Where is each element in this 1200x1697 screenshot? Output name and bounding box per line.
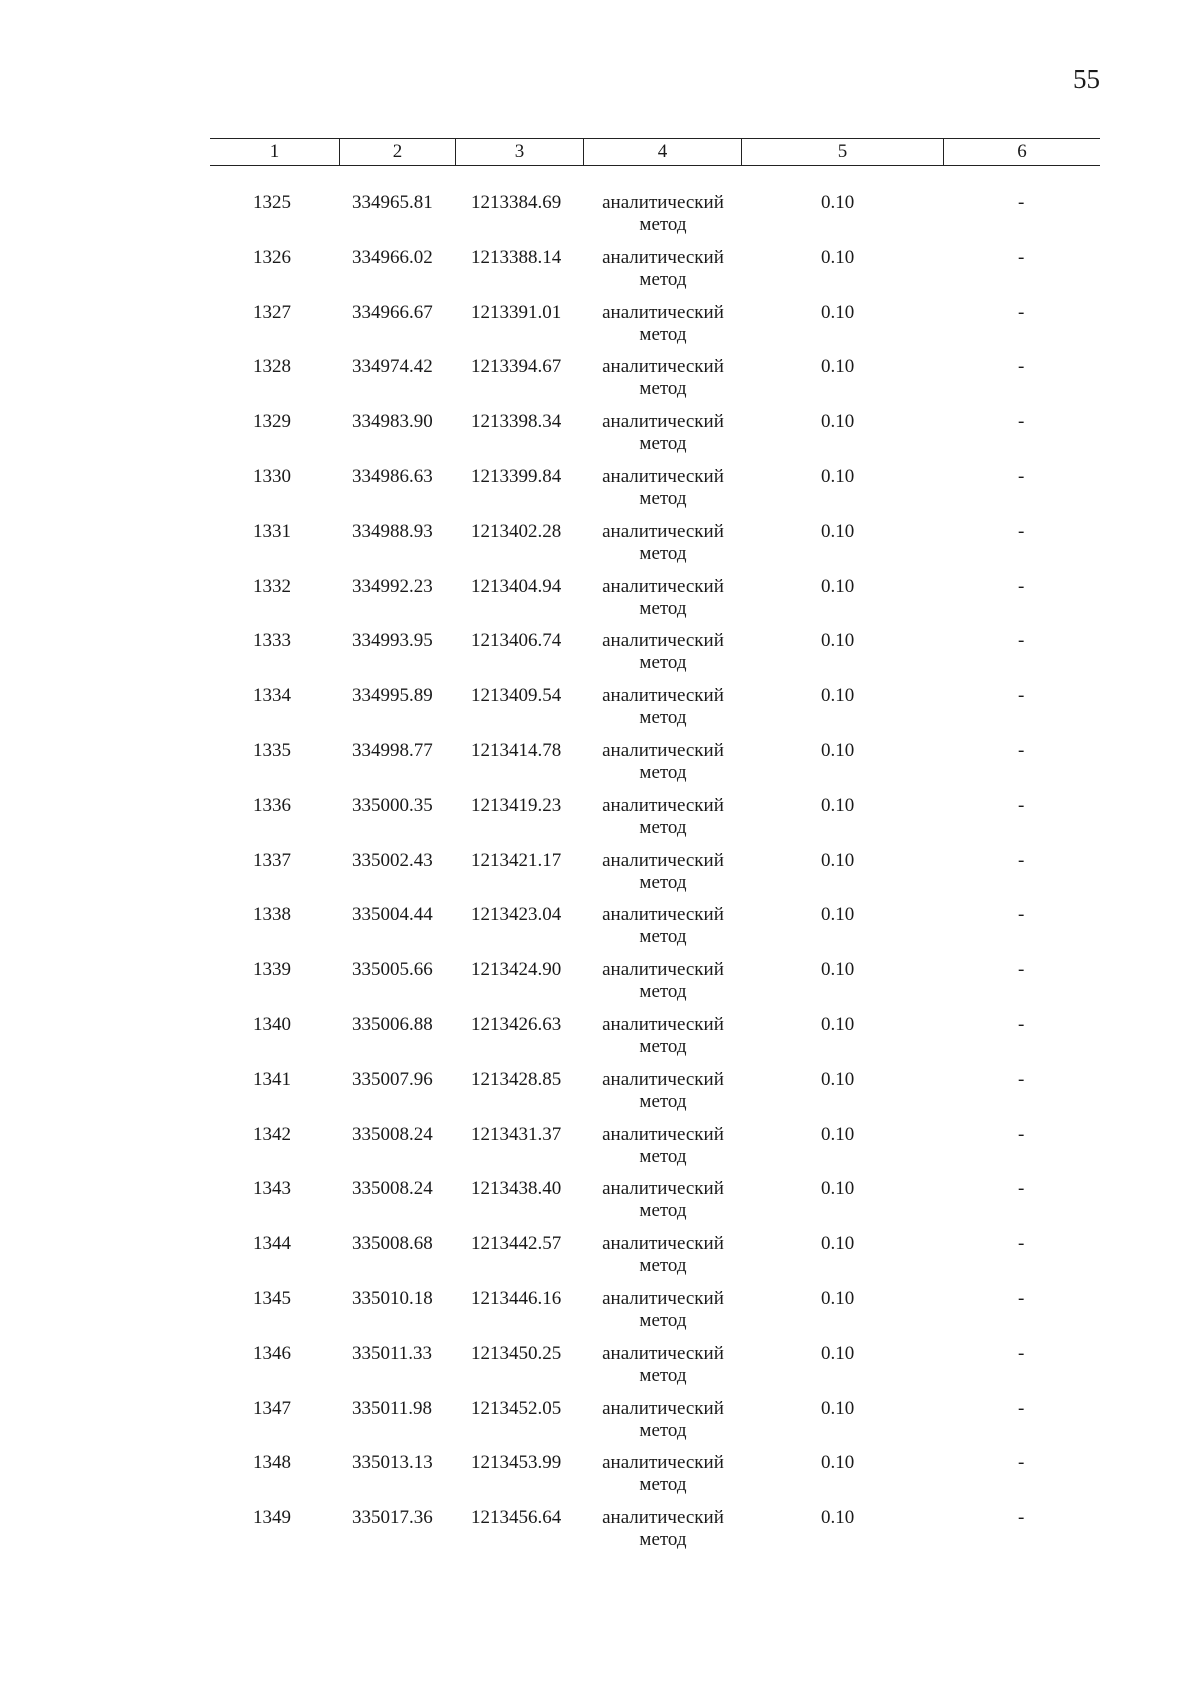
point-number-cell: 1335: [253, 739, 291, 761]
accuracy-cell: 0.10: [821, 1068, 855, 1090]
note-cell: -: [1018, 849, 1025, 871]
accuracy-cell: 0.10: [821, 301, 855, 323]
point-number-cell: 1325: [253, 192, 291, 213]
y-coordinate-cell: 1213452.05: [471, 1397, 562, 1419]
method-line-2: метод: [639, 1090, 687, 1112]
y-coordinate-cell: 1213394.67: [471, 356, 562, 378]
note-cell: -: [1018, 301, 1025, 323]
y-coordinate-cell: 1213450.25: [471, 1342, 562, 1364]
y-coordinate-cell: 1213414.78: [471, 739, 562, 761]
table-row: [210, 1014, 1100, 1069]
method-line-1: аналитический: [602, 1233, 724, 1255]
point-number-cell: 1330: [253, 465, 291, 487]
table-row: [210, 1452, 1100, 1507]
table-row: [210, 904, 1100, 959]
x-coordinate-cell: 335000.35: [352, 794, 433, 816]
table-row: [210, 685, 1100, 740]
note-cell: -: [1018, 904, 1025, 926]
method-line-2: метод: [639, 652, 687, 674]
method-line-1: аналитический: [602, 356, 724, 378]
method-line-1: аналитический: [602, 739, 724, 761]
method-line-2: метод: [639, 1200, 687, 1222]
note-cell: -: [1018, 739, 1025, 761]
method-line-1: аналитический: [602, 1452, 724, 1474]
y-coordinate-cell: 1213399.84: [471, 465, 562, 487]
method-line-2: метод: [639, 323, 687, 345]
note-cell: -: [1018, 1068, 1025, 1090]
method-cell: [584, 959, 742, 1003]
method-line-1: аналитический: [602, 1178, 724, 1200]
method-cell: [584, 1398, 742, 1442]
method-cell: [584, 1507, 742, 1551]
method-line-2: метод: [639, 487, 687, 509]
method-line-1: аналитический: [602, 685, 724, 707]
method-line-2: метод: [639, 707, 687, 729]
accuracy-cell: 0.10: [821, 520, 855, 542]
x-coordinate-cell: 335011.33: [352, 1342, 433, 1364]
x-coordinate-cell: 335006.88: [352, 1013, 433, 1035]
x-coordinate-cell: 335008.24: [352, 1123, 433, 1145]
note-cell: -: [1018, 411, 1025, 433]
page-number: 55: [1073, 64, 1100, 94]
y-coordinate-cell: 1213428.85: [471, 1068, 562, 1090]
point-number-cell: 1332: [253, 575, 291, 597]
method-cell: [584, 850, 742, 894]
method-line-2: метод: [639, 1419, 687, 1441]
method-line-2: метод: [639, 214, 687, 235]
method-line-2: метод: [639, 433, 687, 455]
x-coordinate-cell: 335008.68: [352, 1233, 433, 1255]
column-header-3: 3: [456, 139, 584, 165]
table-row: [210, 411, 1100, 466]
method-cell: [584, 685, 742, 729]
accuracy-cell: 0.10: [821, 246, 855, 268]
method-line-1: аналитический: [602, 1123, 724, 1145]
table-row: [210, 1069, 1100, 1124]
method-line-2: метод: [639, 981, 687, 1003]
method-line-2: метод: [639, 871, 687, 893]
table-row: [210, 1288, 1100, 1343]
method-cell: [584, 356, 742, 400]
point-number-cell: 1347: [253, 1397, 291, 1419]
method-line-2: метод: [639, 378, 687, 400]
method-cell: [584, 411, 742, 455]
table-row: [210, 247, 1100, 302]
note-cell: -: [1018, 192, 1025, 213]
method-line-2: метод: [639, 1529, 687, 1551]
method-line-2: метод: [639, 1145, 687, 1167]
x-coordinate-cell: 335005.66: [352, 959, 433, 981]
note-cell: -: [1018, 630, 1025, 652]
method-line-2: метод: [639, 1309, 687, 1331]
table-row: [210, 1124, 1100, 1179]
table-row: [210, 466, 1100, 521]
column-header-5: 5: [742, 139, 944, 165]
column-header-2: 2: [340, 139, 456, 165]
method-cell: [584, 302, 742, 346]
method-cell: [584, 1288, 742, 1332]
note-cell: -: [1018, 1287, 1025, 1309]
y-coordinate-cell: 1213398.34: [471, 411, 562, 433]
point-number-cell: 1343: [253, 1178, 291, 1200]
note-cell: -: [1018, 575, 1025, 597]
table-row: [210, 576, 1100, 631]
point-number-cell: 1326: [253, 246, 291, 268]
y-coordinate-cell: 1213446.16: [471, 1287, 562, 1309]
note-cell: -: [1018, 356, 1025, 378]
y-coordinate-cell: 1213388.14: [471, 246, 562, 268]
point-number-cell: 1339: [253, 959, 291, 981]
method-cell: [584, 1014, 742, 1058]
point-number-cell: 1331: [253, 520, 291, 542]
method-line-2: метод: [639, 1364, 687, 1386]
method-line-1: аналитический: [602, 904, 724, 926]
point-number-cell: 1342: [253, 1123, 291, 1145]
accuracy-cell: 0.10: [821, 739, 855, 761]
method-line-1: аналитический: [602, 959, 724, 981]
method-cell: [584, 1452, 742, 1496]
point-number-cell: 1341: [253, 1068, 291, 1090]
table-row: [210, 1178, 1100, 1233]
method-cell: [584, 904, 742, 948]
y-coordinate-cell: 1213406.74: [471, 630, 562, 652]
x-coordinate-cell: 334998.77: [352, 739, 433, 761]
method-line-1: аналитический: [602, 192, 724, 213]
method-cell: [584, 1233, 742, 1277]
x-coordinate-cell: 334988.93: [352, 520, 433, 542]
x-coordinate-cell: 334983.90: [352, 411, 433, 433]
accuracy-cell: 0.10: [821, 630, 855, 652]
y-coordinate-cell: 1213431.37: [471, 1123, 562, 1145]
method-line-1: аналитический: [602, 1287, 724, 1309]
point-number-cell: 1334: [253, 685, 291, 707]
x-coordinate-cell: 335004.44: [352, 904, 433, 926]
y-coordinate-cell: 1213409.54: [471, 685, 562, 707]
accuracy-cell: 0.10: [821, 685, 855, 707]
table-row: [210, 302, 1100, 357]
point-number-cell: 1336: [253, 794, 291, 816]
note-cell: -: [1018, 520, 1025, 542]
point-number-cell: 1327: [253, 301, 291, 323]
method-cell: [584, 795, 742, 839]
note-cell: -: [1018, 1452, 1025, 1474]
method-line-1: аналитический: [602, 794, 724, 816]
method-cell: [584, 1178, 742, 1222]
method-line-1: аналитический: [602, 465, 724, 487]
note-cell: -: [1018, 465, 1025, 487]
method-line-2: метод: [639, 268, 687, 290]
column-header-4: 4: [584, 139, 742, 165]
table-row: [210, 795, 1100, 850]
accuracy-cell: 0.10: [821, 192, 855, 213]
y-coordinate-cell: 1213421.17: [471, 849, 562, 871]
method-line-2: метод: [639, 597, 687, 619]
column-header-1: 1: [210, 139, 340, 165]
accuracy-cell: 0.10: [821, 1123, 855, 1145]
note-cell: -: [1018, 1342, 1025, 1364]
y-coordinate-cell: 1213384.69: [471, 192, 562, 213]
table-row: [210, 192, 1100, 247]
accuracy-cell: 0.10: [821, 356, 855, 378]
table-row: [210, 1398, 1100, 1453]
x-coordinate-cell: 335011.98: [352, 1397, 433, 1419]
method-cell: [584, 630, 742, 674]
note-cell: -: [1018, 1178, 1025, 1200]
y-coordinate-cell: 1213423.04: [471, 904, 562, 926]
method-line-2: метод: [639, 926, 687, 948]
method-line-1: аналитический: [602, 1013, 724, 1035]
accuracy-cell: 0.10: [821, 575, 855, 597]
y-coordinate-cell: 1213424.90: [471, 959, 562, 981]
method-line-1: аналитический: [602, 575, 724, 597]
accuracy-cell: 0.10: [821, 1233, 855, 1255]
method-line-1: аналитический: [602, 520, 724, 542]
y-coordinate-cell: 1213438.40: [471, 1178, 562, 1200]
x-coordinate-cell: 334986.63: [352, 465, 433, 487]
accuracy-cell: 0.10: [821, 465, 855, 487]
accuracy-cell: 0.10: [821, 1397, 855, 1419]
note-cell: -: [1018, 1397, 1025, 1419]
method-line-1: аналитический: [602, 1507, 724, 1529]
x-coordinate-cell: 334966.02: [352, 246, 433, 268]
note-cell: -: [1018, 959, 1025, 981]
method-line-1: аналитический: [602, 301, 724, 323]
x-coordinate-cell: 334992.23: [352, 575, 433, 597]
table-row: [210, 521, 1100, 576]
x-coordinate-cell: 334993.95: [352, 630, 433, 652]
x-coordinate-cell: 334974.42: [352, 356, 433, 378]
x-coordinate-cell: 335010.18: [352, 1287, 433, 1309]
x-coordinate-cell: 334995.89: [352, 685, 433, 707]
y-coordinate-cell: 1213404.94: [471, 575, 562, 597]
method-line-1: аналитический: [602, 1342, 724, 1364]
x-coordinate-cell: 335002.43: [352, 849, 433, 871]
point-number-cell: 1348: [253, 1452, 291, 1474]
table-row: [210, 850, 1100, 905]
y-coordinate-cell: 1213442.57: [471, 1233, 562, 1255]
note-cell: -: [1018, 1233, 1025, 1255]
point-number-cell: 1337: [253, 849, 291, 871]
method-line-1: аналитический: [602, 411, 724, 433]
point-number-cell: 1338: [253, 904, 291, 926]
accuracy-cell: 0.10: [821, 1013, 855, 1035]
point-number-cell: 1345: [253, 1287, 291, 1309]
note-cell: -: [1018, 1013, 1025, 1035]
note-cell: -: [1018, 246, 1025, 268]
x-coordinate-cell: 335013.13: [352, 1452, 433, 1474]
y-coordinate-cell: 1213391.01: [471, 301, 562, 323]
accuracy-cell: 0.10: [821, 849, 855, 871]
method-line-2: метод: [639, 816, 687, 838]
method-line-2: метод: [639, 1035, 687, 1057]
x-coordinate-cell: 334965.81: [352, 192, 433, 213]
method-cell: [584, 576, 742, 620]
method-line-1: аналитический: [602, 1068, 724, 1090]
point-number-cell: 1346: [253, 1342, 291, 1364]
point-number-cell: 1349: [253, 1507, 291, 1529]
table-body: [210, 192, 1100, 1562]
accuracy-cell: 0.10: [821, 1287, 855, 1309]
point-number-cell: 1333: [253, 630, 291, 652]
accuracy-cell: 0.10: [821, 959, 855, 981]
y-coordinate-cell: 1213453.99: [471, 1452, 562, 1474]
method-cell: [584, 1124, 742, 1168]
x-coordinate-cell: 335017.36: [352, 1507, 433, 1529]
note-cell: -: [1018, 1507, 1025, 1529]
y-coordinate-cell: 1213402.28: [471, 520, 562, 542]
point-number-cell: 1329: [253, 411, 291, 433]
method-cell: [584, 740, 742, 784]
table-row: [210, 1233, 1100, 1288]
method-line-1: аналитический: [602, 849, 724, 871]
method-line-2: метод: [639, 542, 687, 564]
method-cell: [584, 1069, 742, 1113]
method-cell: [584, 192, 742, 236]
table-row: [210, 630, 1100, 685]
column-header-6: 6: [1017, 141, 1027, 162]
y-coordinate-cell: 1213426.63: [471, 1013, 562, 1035]
point-number-cell: 1340: [253, 1013, 291, 1035]
table-row: [210, 740, 1100, 795]
method-line-1: аналитический: [602, 630, 724, 652]
table-header: [210, 138, 1100, 166]
table-row: [210, 356, 1100, 411]
method-line-1: аналитический: [602, 246, 724, 268]
point-number-cell: 1328: [253, 356, 291, 378]
method-line-2: метод: [639, 1474, 687, 1496]
y-coordinate-cell: 1213419.23: [471, 794, 562, 816]
table-row: [210, 1507, 1100, 1562]
note-cell: -: [1018, 685, 1025, 707]
accuracy-cell: 0.10: [821, 794, 855, 816]
method-cell: [584, 521, 742, 565]
method-cell: [584, 1343, 742, 1387]
accuracy-cell: 0.10: [821, 411, 855, 433]
x-coordinate-cell: 335007.96: [352, 1068, 433, 1090]
method-line-1: аналитический: [602, 1397, 724, 1419]
accuracy-cell: 0.10: [821, 1178, 855, 1200]
method-cell: [584, 466, 742, 510]
accuracy-cell: 0.10: [821, 1452, 855, 1474]
x-coordinate-cell: 335008.24: [352, 1178, 433, 1200]
method-line-2: метод: [639, 761, 687, 783]
y-coordinate-cell: 1213456.64: [471, 1507, 562, 1529]
note-cell: -: [1018, 794, 1025, 816]
method-line-2: метод: [639, 1255, 687, 1277]
accuracy-cell: 0.10: [821, 1507, 855, 1529]
x-coordinate-cell: 334966.67: [352, 301, 433, 323]
accuracy-cell: 0.10: [821, 904, 855, 926]
table-row: [210, 1343, 1100, 1398]
table-row: [210, 959, 1100, 1014]
method-cell: [584, 247, 742, 291]
accuracy-cell: 0.10: [821, 1342, 855, 1364]
point-number-cell: 1344: [253, 1233, 291, 1255]
note-cell: -: [1018, 1123, 1025, 1145]
